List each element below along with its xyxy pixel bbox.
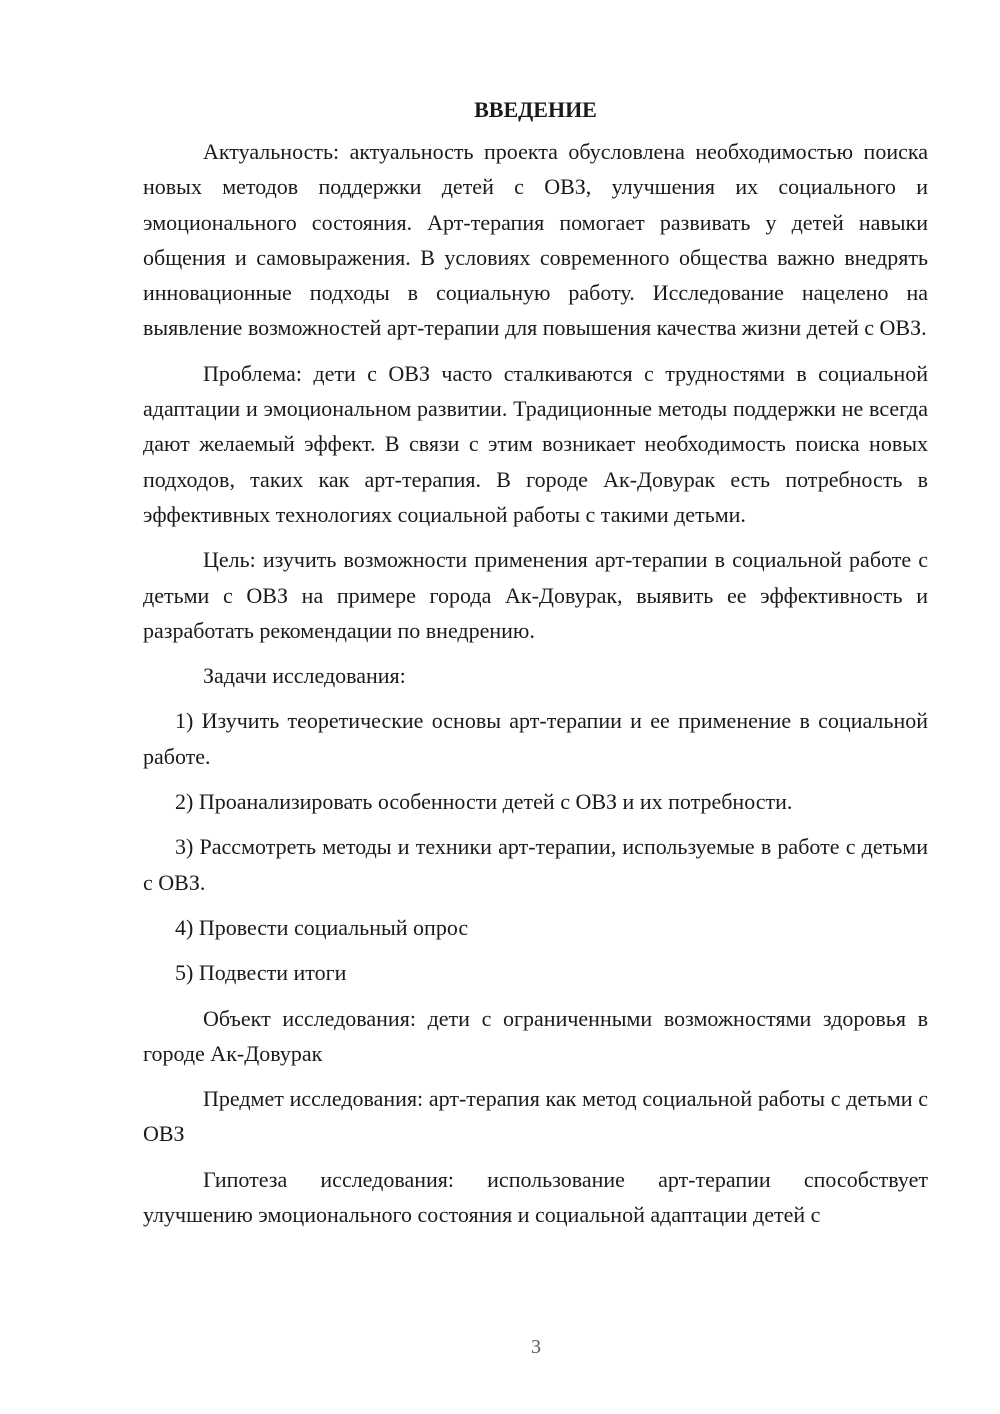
problem-paragraph: Проблема: дети с ОВЗ часто сталкиваются с трудностями в социальной адаптации и эмоциональном развитии. Традиционные методы поддержки не всегда дают желаемый эффект. В связи с этим возникает необходимость поиска новых подходов, таких как арт-терапия. В городе Ак-Довурак есть потребность в эффективных технологиях социальной работы с такими детьми. [143, 360, 928, 527]
subject-paragraph: Предмет исследования: арт-терапия как метод социальной работы с детьми с ОВЗ [143, 1086, 928, 1147]
tasks-heading: Задачи исследования: [203, 663, 406, 689]
hypothesis-paragraph: Гипотеза исследования: использование арт-терапии способствует улучшению эмоционального состояния и социальной адаптации детей с [143, 1166, 928, 1228]
task-item: 4) Провести социальный опрос [175, 914, 469, 940]
object-paragraph: Объект исследования: дети с ограниченными возможностями здоровья в городе Ак-Довурак [143, 1005, 928, 1066]
task-item: 2) Проанализировать особенности детей с ОВЗ и их потребности. [175, 789, 793, 815]
page-number: 3 [531, 1336, 541, 1358]
task-item: 5) Подвести итоги [175, 960, 347, 986]
relevance-paragraph: Актуальность: актуальность проекта обусловлена необходимостью поиска новых методов поддержки детей с ОВЗ, улучшения их социального и эмоционального состояния. Арт-терапия помогает развивать у детей навыки общения и самовыражения. В условиях современного общества важно внедрять инновационные подходы в социальную работу. Исследование нацелено на выявление возможностей арт-терапии для повышения качества жизни детей с ОВЗ. [143, 139, 928, 341]
task-item: 1) Изучить теоретические основы арт-терапии и ее применение в социальной работе. [143, 708, 928, 769]
page-title: ВВЕДЕНИЕ [474, 97, 597, 122]
document-page [143, 92, 928, 1232]
task-item: 3) Рассмотреть методы и техники арт-терапии, используемые в работе с детьми с ОВЗ. [143, 834, 928, 895]
goal-paragraph: Цель: изучить возможности применения арт-терапии в социальной работе с детьми с ОВЗ на примере города Ак-Довурак, выявить ее эффективность и разработать рекомендации по внедрению. [143, 547, 928, 643]
